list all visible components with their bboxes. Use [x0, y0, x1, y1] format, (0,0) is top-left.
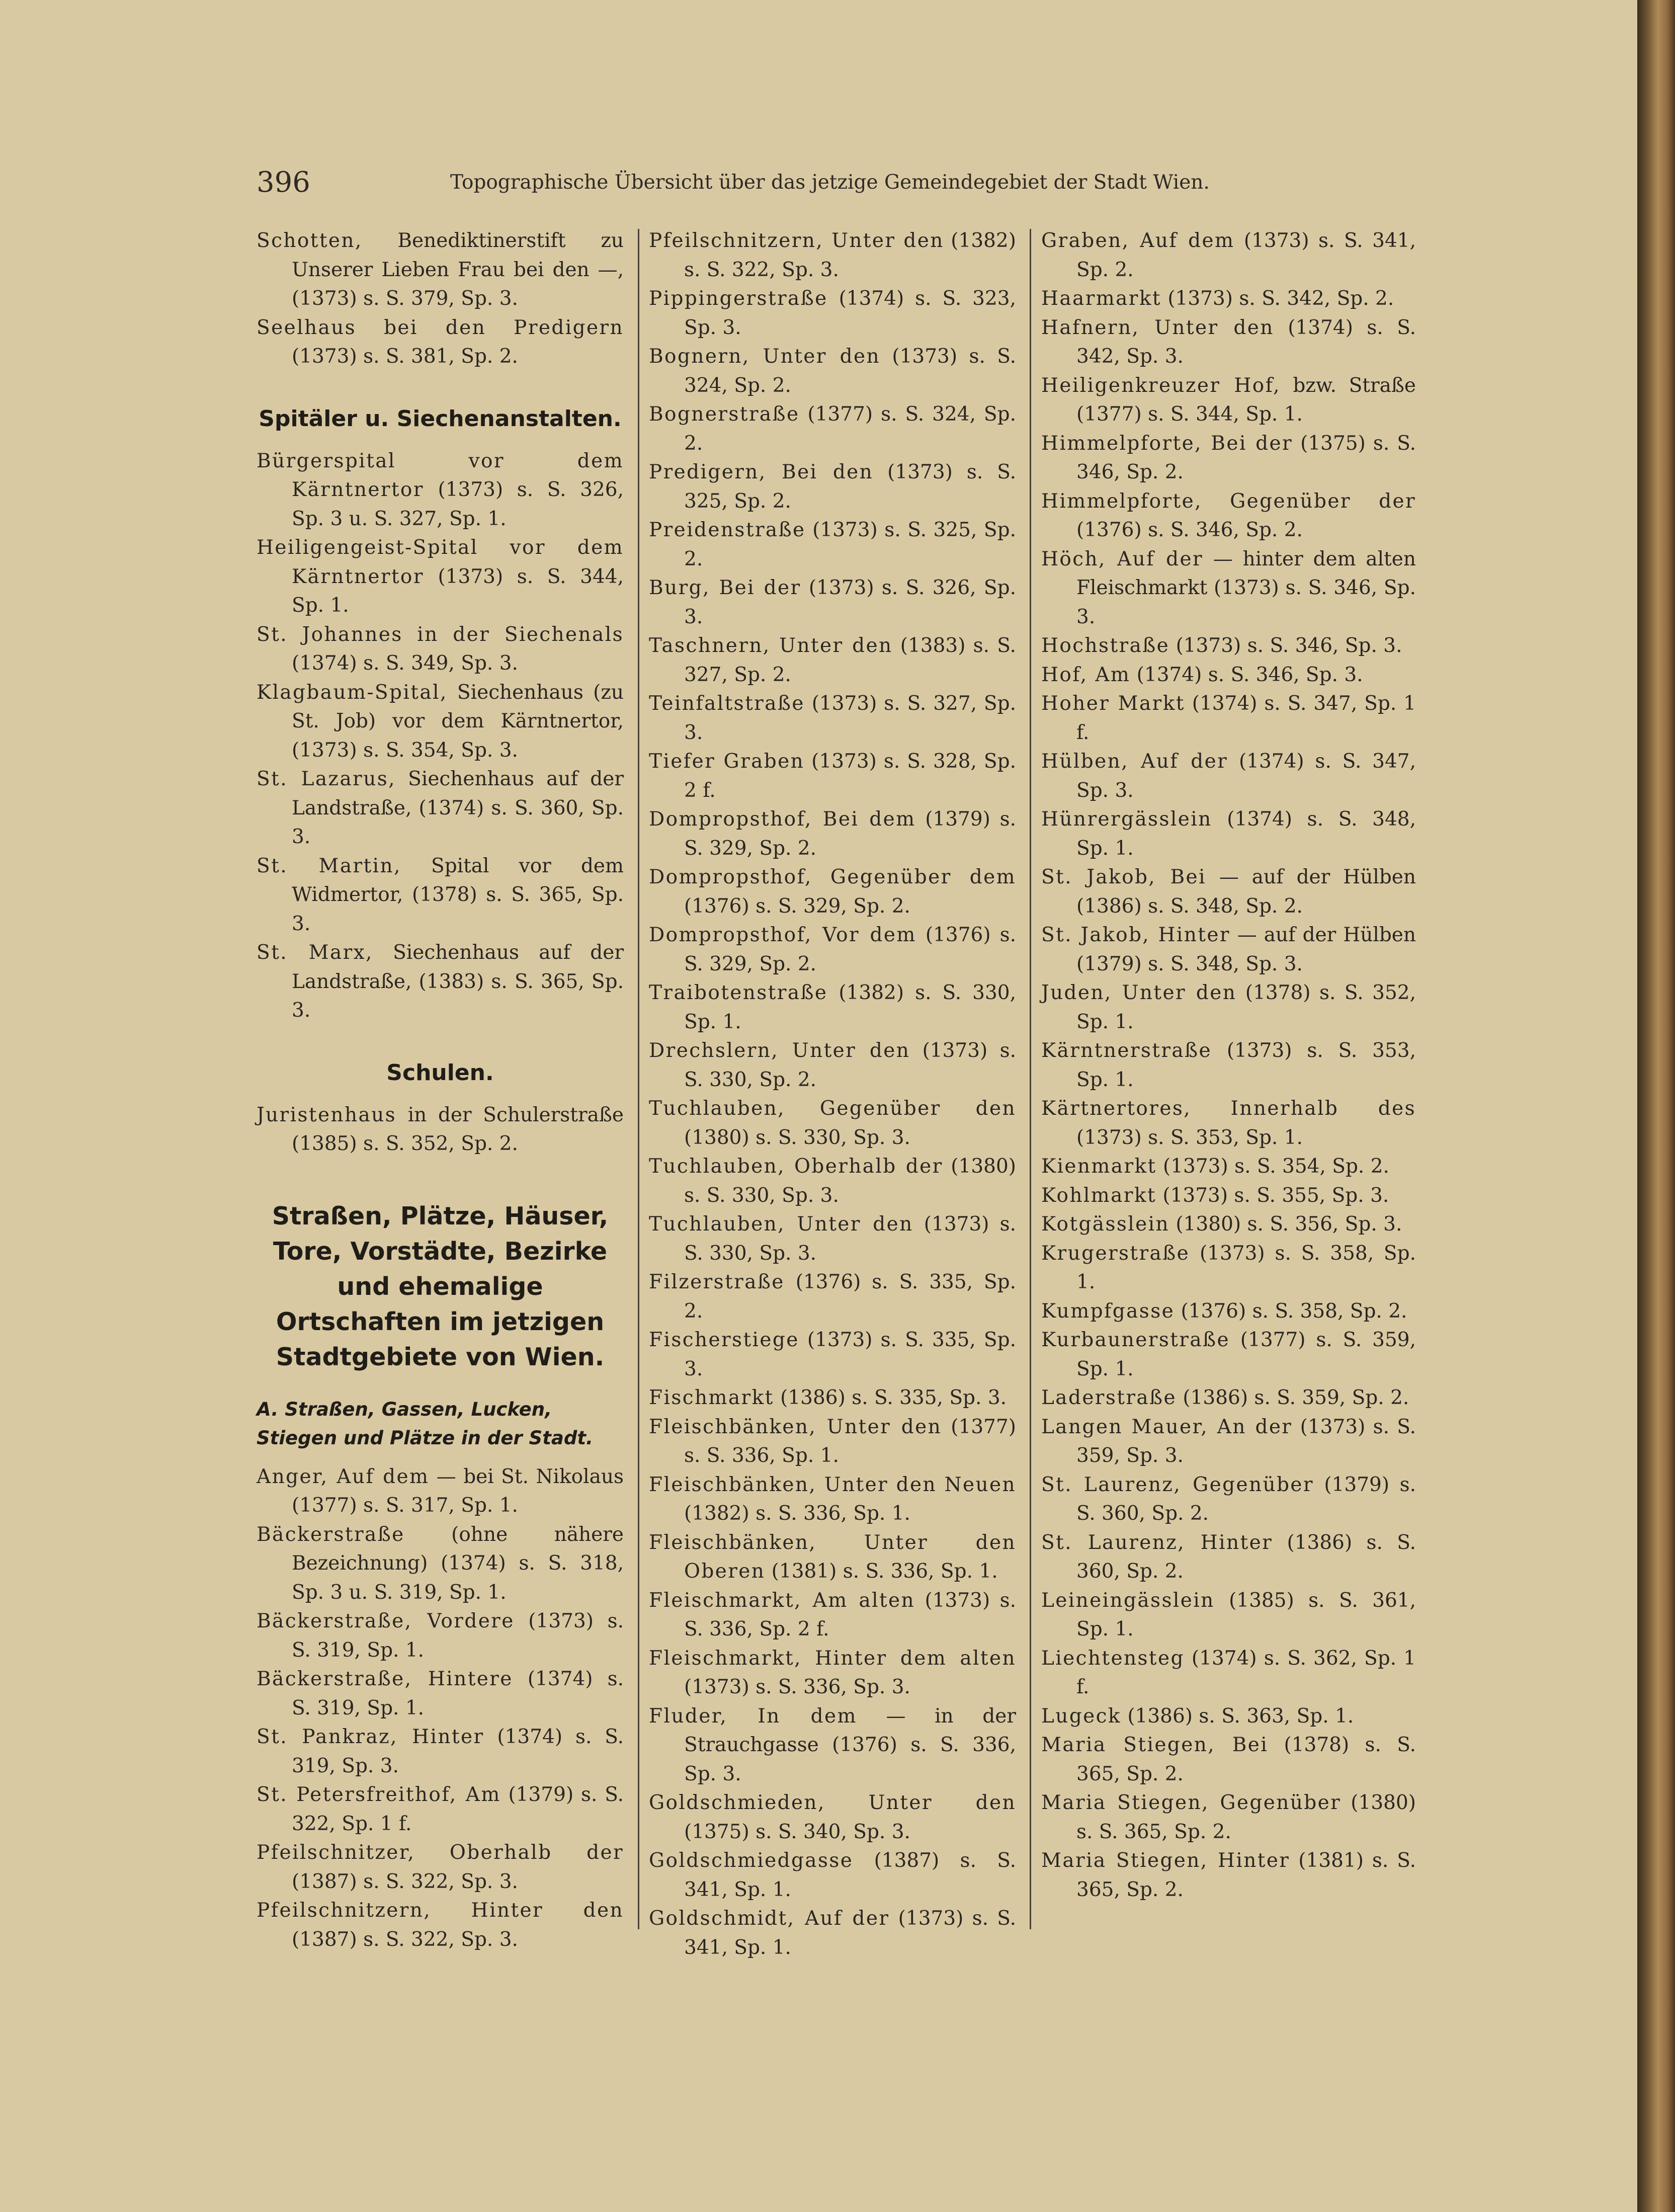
entry-headword: St. Pankraz, Hinter: [257, 1726, 484, 1748]
entry-reference: (1373) s. S. 353, Sp. 1.: [1076, 1039, 1416, 1091]
entry-headword: Himmelpforte, Bei der: [1041, 432, 1293, 455]
index-entry: [649, 1413, 1016, 1470]
index-entry: [1041, 661, 1416, 690]
column-divider: [1030, 229, 1031, 1929]
index-entry: [257, 1838, 624, 1896]
entry-reference: (1382) s. S. 330, Sp. 1.: [684, 981, 1016, 1033]
index-entry: [649, 1702, 1016, 1789]
index-entry: [1041, 1788, 1416, 1846]
entry-headword: Bognern, Unter den: [649, 345, 880, 368]
entry-headword: St. Lazarus,: [257, 768, 396, 790]
entry-headword: St. Jakob, Hinter: [1041, 924, 1230, 946]
entry-headword: Goldschmieden, Unter den: [649, 1791, 1016, 1814]
entry-reference: (1373) s. S. 353, Sp. 1.: [1076, 1126, 1303, 1149]
index-entry: [1041, 226, 1416, 284]
entry-reference: — bei St. Nikolaus (1377) s. S. 317, Sp. 1.: [292, 1465, 624, 1517]
index-entry: [257, 1665, 624, 1723]
entry-reference: Siechenhaus auf der Landstraße, (1374) s. S. 360, Sp. 3.: [292, 768, 624, 848]
entry-headword: Graben, Auf dem: [1041, 229, 1235, 252]
index-entry: [257, 313, 624, 371]
entry-reference: (1376) s. S. 329, Sp. 2.: [684, 924, 1017, 975]
subsection-heading: A. Straßen, Gassen, Lucken, Stiegen und Plätze in der Stadt.: [257, 1398, 594, 1449]
entry-reference: in der Schulerstraße (1385) s. S. 352, Sp. 2.: [292, 1103, 624, 1155]
entry-headword: Hülben, Auf der: [1041, 750, 1228, 773]
index-entry: [649, 689, 1016, 747]
index-entry: [257, 852, 624, 939]
index-entry: [257, 1607, 624, 1665]
index-entry: [1041, 689, 1416, 747]
entry-headword: Klagbaum-Spital,: [257, 681, 448, 704]
index-entry: [649, 226, 1016, 284]
entry-reference: — auf der Hülben (1386) s. S. 348, Sp. 2.: [1076, 866, 1416, 918]
entry-reference: — in der Strauchgasse (1376) s. S. 336, Sp. 3.: [684, 1704, 1016, 1785]
index-entry: [649, 1094, 1016, 1152]
index-entry: [649, 921, 1016, 978]
entry-reference: (1376) s. S. 358, Sp. 2.: [1175, 1299, 1407, 1323]
entry-reference: (1382) s. S. 322, Sp. 3.: [684, 229, 1016, 281]
entry-headword: Langen Mauer, An der: [1041, 1415, 1293, 1438]
index-entry: [257, 1101, 624, 1159]
entry-headword: Hochstraße: [1041, 634, 1170, 657]
index-entry: [649, 574, 1016, 631]
entry-headword: St. Petersfreithof, Am: [257, 1783, 501, 1806]
entry-headword: Kumpfgasse: [1041, 1299, 1175, 1323]
entry-headword: Hafnern, Unter den: [1041, 316, 1274, 339]
column-3: [1041, 226, 1416, 1904]
entry-headword: Predigern, Bei den: [649, 461, 874, 483]
entry-reference: Siechenhaus auf der Landstraße, (1383) s. S. 365, Sp. 3.: [292, 941, 624, 1022]
entry-headword: St. Jakob, Bei: [1041, 866, 1206, 888]
entry-headword: Heiligenkreuzer Hof,: [1041, 374, 1281, 397]
index-entry: [1041, 1702, 1416, 1731]
index-entry: [649, 1586, 1016, 1644]
index-entry: [257, 1462, 624, 1520]
column-1: [257, 226, 624, 1954]
entry-headword: Traibotenstraße: [649, 981, 828, 1004]
entry-headword: Fleischbänken, Unter den: [649, 1415, 942, 1438]
entry-headword: Seelhaus bei den Predigern: [257, 316, 624, 339]
entry-reference: (1381) s. S. 365, Sp. 2.: [1076, 1849, 1416, 1901]
entry-headword: Bäckerstraße, Vordere: [257, 1610, 515, 1632]
index-entry: [1041, 487, 1416, 545]
index-entry: [257, 765, 624, 852]
index-entry: [1041, 921, 1416, 978]
entry-headword: Höch, Auf der: [1041, 547, 1204, 570]
section-heading: Spitäler u. Siechenanstalten.: [259, 405, 622, 432]
entry-headword: Dompropsthof, Gegenüber dem: [649, 866, 1016, 888]
index-entry: [1041, 863, 1416, 921]
entry-headword: Burg, Bei der: [649, 577, 801, 599]
index-entry: [649, 747, 1016, 805]
entry-headword: Bäckerstraße: [257, 1523, 405, 1546]
index-entry: [257, 1520, 624, 1607]
entry-headword: Fischerstiege: [649, 1329, 799, 1351]
entry-reference: (1373) s. S. 359, Sp. 3.: [1076, 1415, 1416, 1467]
entry-headword: Kärntnerstraße: [1041, 1039, 1212, 1062]
entry-headword: St. Marx,: [257, 941, 373, 964]
index-entry: [1041, 545, 1416, 632]
entry-reference: (1386) s. S. 360, Sp. 2.: [1076, 1531, 1416, 1583]
index-entry: [1041, 1383, 1416, 1413]
entry-reference: (1386) s. S. 335, Sp. 3.: [774, 1386, 1007, 1409]
index-entry: [649, 1846, 1016, 1904]
entry-reference: (1377) s. S. 336, Sp. 1.: [684, 1415, 1016, 1467]
index-entry: [1041, 1586, 1416, 1644]
entry-reference: Benediktinerstift zu Unserer Lieben Frau bei den —, (1373) s. S. 379, Sp. 3.: [292, 229, 624, 310]
entry-reference: (1374) s. S. 349, Sp. 3.: [292, 652, 518, 675]
entry-reference: (1376) s. S. 329, Sp. 2.: [684, 894, 910, 918]
index-entry: [649, 805, 1016, 863]
index-entry: [649, 1470, 1016, 1528]
page-number: 396: [257, 166, 310, 199]
entry-headword: Lugeck: [1041, 1704, 1121, 1728]
index-entry: [649, 1326, 1016, 1383]
entry-reference: (1377) s. S. 324, Sp. 2.: [684, 403, 1016, 455]
index-entry: [1041, 805, 1416, 863]
entry-reference: (1379) s. S. 360, Sp. 2.: [1076, 1473, 1416, 1525]
entry-headword: Goldschmidt, Auf der: [649, 1907, 890, 1930]
entry-reference: bzw. Straße (1377) s. S. 344, Sp. 1.: [1076, 374, 1416, 426]
entry-headword: Teinfaltstraße: [649, 692, 805, 715]
entry-reference: (1378) s. S. 365, Sp. 2.: [1076, 1734, 1416, 1785]
entry-headword: St. Martin,: [257, 854, 401, 877]
section-heading: Straßen, Plätze, Häuser, Tore, Vorstädte, Bezirke und ehemalige Ortschaften im jetzigen Stadtgebiete von Wien.: [272, 1201, 609, 1371]
entry-headword: Taschnern, Unter den: [649, 634, 893, 657]
entry-headword: Pfeilschnitzern, Unter den: [649, 229, 944, 252]
entry-headword: Pfeilschnitzer, Oberhalb der: [257, 1841, 624, 1864]
index-entry: [1041, 1846, 1416, 1904]
entry-reference: (1373) s. S. 336, Sp. 2 f.: [684, 1589, 1016, 1641]
entry-headword: Bürgerspital vor dem Kärntnertor: [257, 449, 624, 501]
entry-reference: — auf der Hülben (1379) s. S. 348, Sp. 3.: [1076, 924, 1416, 975]
entry-headword: Kotgässlein: [1041, 1213, 1170, 1236]
entry-reference: Siechenhaus (zu St. Job) vor dem Kärntnertor, (1373) s. S. 354, Sp. 3.: [292, 681, 624, 762]
index-entry: [1041, 1181, 1416, 1210]
index-entry: [649, 863, 1016, 921]
entry-reference: (1373) s. S. 341, Sp. 2.: [1076, 229, 1416, 281]
index-entry: [649, 458, 1016, 516]
entry-headword: Kohlmarkt: [1041, 1184, 1156, 1207]
index-entry: [1041, 284, 1416, 313]
entry-headword: Maria Stiegen, Gegenüber: [1041, 1791, 1342, 1814]
index-entry: [1041, 1644, 1416, 1702]
book-edge: [1637, 0, 1675, 2212]
entry-headword: Fluder, In dem: [649, 1704, 857, 1728]
entry-headword: Dompropsthof, Bei dem: [649, 808, 916, 831]
index-entry: [649, 1268, 1016, 1326]
entry-headword: Kienmarkt: [1041, 1155, 1157, 1178]
entry-reference: (1381) s. S. 336, Sp. 1.: [765, 1560, 998, 1583]
index-entry: [1041, 631, 1416, 661]
index-entry: [257, 1896, 624, 1954]
entry-headword: Laderstraße: [1041, 1386, 1177, 1409]
column-2: [649, 226, 1016, 1962]
index-entry: [1041, 747, 1416, 805]
entry-headword: Dompropsthof, Vor dem: [649, 924, 916, 946]
index-entry: [1041, 1094, 1416, 1152]
entry-reference: (1374) s. S. 342, Sp. 3.: [1076, 316, 1416, 368]
index-entry: [649, 516, 1016, 574]
index-entry: [1041, 978, 1416, 1036]
entry-reference: (1377) s. S. 359, Sp. 1.: [1076, 1329, 1416, 1380]
index-entry: [257, 447, 624, 534]
entry-headword: Tiefer Graben: [649, 750, 805, 773]
entry-reference: (1380) s. S. 356, Sp. 3.: [1169, 1213, 1402, 1236]
entry-reference: (1373) s. S. 327, Sp. 3.: [684, 692, 1016, 744]
entry-headword: Haarmarkt: [1041, 287, 1161, 310]
index-entry: [649, 342, 1016, 400]
entry-reference: (1376) s. S. 346, Sp. 2.: [1076, 519, 1303, 541]
index-entry: [1041, 1239, 1416, 1297]
entry-reference: (1373) s. S. 335, Sp. 3.: [684, 1329, 1016, 1380]
entry-headword: Himmelpforte, Gegenüber der: [1041, 489, 1416, 513]
entry-reference: (1385) s. S. 361, Sp. 1.: [1076, 1589, 1416, 1641]
entry-reference: (1373) s. S. 325, Sp. 2.: [684, 519, 1016, 570]
index-entry: [257, 1780, 624, 1838]
entry-reference: (1374) s. S. 346, Sp. 3.: [1130, 663, 1363, 686]
entry-reference: (1373) s. S. 336, Sp. 3.: [684, 1676, 910, 1698]
entry-headword: Liechtensteg: [1041, 1647, 1185, 1670]
entry-reference: (1375) s. S. 340, Sp. 3.: [684, 1820, 910, 1843]
entry-reference: (1387) s. S. 341, Sp. 1.: [684, 1849, 1016, 1901]
entry-reference: (1374) s. S. 347, Sp. 3.: [1076, 750, 1416, 802]
entry-reference: (1373) s. S. 319, Sp. 1.: [292, 1610, 624, 1662]
index-entry: [1041, 1297, 1416, 1326]
index-entry: [649, 1210, 1016, 1268]
entry-reference: (1382) s. S. 336, Sp. 1.: [684, 1502, 910, 1525]
entry-headword: St. Laurenz, Gegenüber: [1041, 1473, 1314, 1496]
index-entry: [257, 678, 624, 765]
entry-reference: (1376) s. S. 335, Sp. 2.: [684, 1271, 1016, 1323]
entry-headword: Pippingerstraße: [649, 287, 828, 310]
entry-reference: (1373) s. S. 325, Sp. 2.: [684, 461, 1016, 513]
index-entry: [1041, 1731, 1416, 1788]
entry-reference: (1374) s. S. 319, Sp. 3.: [292, 1726, 624, 1777]
entry-headword: Tuchlauben, Unter den: [649, 1213, 913, 1236]
entry-reference: (1386) s. S. 359, Sp. 2.: [1176, 1386, 1409, 1409]
entry-headword: Anger, Auf dem: [257, 1465, 430, 1488]
index-entry: [257, 226, 624, 313]
entry-reference: (1386) s. S. 363, Sp. 1.: [1121, 1704, 1354, 1728]
entry-headword: Kärtnertores, Innerhalb des: [1041, 1097, 1416, 1120]
section-heading: Schulen.: [386, 1059, 494, 1086]
index-entry: [649, 1904, 1016, 1962]
index-entry: [1041, 1326, 1416, 1383]
entry-reference: (1378) s. S. 352, Sp. 1.: [1076, 981, 1416, 1033]
index-entry: [1041, 1152, 1416, 1181]
column-divider: [638, 229, 639, 1929]
index-entry: [1041, 429, 1416, 487]
index-entry: [649, 1036, 1016, 1094]
entry-headword: Kurbaunerstraße: [1041, 1329, 1230, 1351]
entry-headword: Hof, Am: [1041, 663, 1131, 686]
index-entry: [1041, 1413, 1416, 1470]
index-entry: [1041, 1210, 1416, 1239]
entry-reference: (1379) s. S. 322, Sp. 1 f.: [292, 1783, 624, 1835]
entry-headword: St. Johannes in der Siechenals: [257, 623, 624, 646]
running-title: Topographische Übersicht über das jetzige Gemeindegebiet der Stadt Wien.: [450, 171, 1210, 194]
index-entry: [649, 1152, 1016, 1210]
entry-headword: Juden, Unter den: [1041, 981, 1237, 1004]
entry-reference: (1373) s. S. 324, Sp. 2.: [684, 345, 1016, 397]
entry-reference: Spital vor dem Widmertor, (1378) s. S. 365, Sp. 3.: [292, 854, 624, 935]
entry-headword: Fleischbänken, Unter den Neuen: [649, 1473, 1016, 1496]
entry-headword: Drechslern, Unter den: [649, 1039, 910, 1062]
index-entry: [1041, 1470, 1416, 1528]
entry-reference: (1373) s. S. 381, Sp. 2.: [292, 345, 518, 368]
entry-reference: (1373) s. S. 354, Sp. 2.: [1156, 1155, 1389, 1178]
entry-headword: Fischmarkt: [649, 1386, 774, 1409]
entry-headword: Leineingässlein: [1041, 1589, 1215, 1612]
entry-reference: (1387) s. S. 322, Sp. 3.: [292, 1870, 518, 1893]
index-entry: [649, 978, 1016, 1036]
entry-reference: (1373) s. S. 328, Sp. 2 f.: [684, 750, 1016, 802]
index-entry: [649, 631, 1016, 689]
index-entry: [649, 1788, 1016, 1846]
entry-reference: (1373) s. S. 344, Sp. 1.: [292, 565, 624, 617]
entry-headword: Juristenhaus: [257, 1103, 397, 1126]
entry-reference: — hinter dem alten Fleischmarkt (1373) s. S. 346, Sp. 3.: [1076, 547, 1416, 628]
entry-reference: (1380) s. S. 365, Sp. 2.: [1076, 1791, 1416, 1843]
entry-headword: Maria Stiegen, Bei: [1041, 1734, 1269, 1756]
index-entry: [257, 938, 624, 1025]
index-entry: [257, 620, 624, 678]
entry-reference: (1373) s. S. 358, Sp. 1.: [1076, 1242, 1416, 1293]
entry-headword: Bäckerstraße, Hintere: [257, 1668, 513, 1690]
entry-headword: Heiligengeist-Spital vor dem Kärntnertor: [257, 536, 624, 588]
entry-reference: (1375) s. S. 346, Sp. 2.: [1076, 432, 1416, 483]
entry-headword: Krugerstraße: [1041, 1242, 1190, 1265]
entry-headword: Tuchlauben, Gegenüber den: [649, 1097, 1016, 1120]
entry-headword: Tuchlauben, Oberhalb der: [649, 1155, 943, 1178]
entry-reference: (1374) s. S. 323, Sp. 3.: [684, 287, 1016, 339]
entry-reference: (1380) s. S. 330, Sp. 3.: [684, 1126, 910, 1149]
entry-reference: (1373) s. S. 330, Sp. 2.: [684, 1039, 1016, 1091]
entry-reference: (1383) s. S. 327, Sp. 2.: [684, 634, 1017, 686]
entry-reference: (1373) s. S. 330, Sp. 3.: [684, 1213, 1016, 1265]
entry-headword: Schotten,: [257, 229, 363, 252]
entry-reference: (1374) s. S. 347, Sp. 1 f.: [1076, 692, 1416, 744]
entry-headword: Filzerstraße: [649, 1271, 785, 1293]
entry-headword: Maria Stiegen, Hinter: [1041, 1849, 1290, 1872]
index-entry: [649, 284, 1016, 342]
entry-headword: Fleischmarkt, Am alten: [649, 1589, 915, 1612]
entry-headword: Pfeilschnitzern, Hinter den: [257, 1899, 624, 1922]
entry-headword: Preidenstraße: [649, 519, 806, 541]
entry-reference: (1373) s. S. 326, Sp. 3.: [684, 577, 1016, 628]
entry-reference: (ohne nähere Bezeichnung) (1374) s. S. 318, Sp. 3 u. S. 319, Sp. 1.: [292, 1523, 624, 1604]
entry-headword: St. Laurenz, Hinter: [1041, 1531, 1273, 1554]
entry-reference: (1373) s. S. 342, Sp. 2.: [1161, 287, 1394, 310]
index-entry: [649, 400, 1016, 458]
page-header: [257, 166, 1212, 201]
index-entry: [257, 1723, 624, 1780]
entry-reference: (1373) s. S. 355, Sp. 3.: [1156, 1184, 1389, 1207]
index-entry: [257, 533, 624, 620]
entry-reference: (1379) s. S. 329, Sp. 2.: [684, 808, 1016, 860]
entry-headword: Hünrergässlein: [1041, 808, 1212, 831]
entry-headword: Fleischbänken, Unter den Oberen: [649, 1531, 1016, 1583]
index-entry: [649, 1383, 1016, 1413]
index-entry: [1041, 1036, 1416, 1094]
entry-reference: (1373) s. S. 341, Sp. 1.: [684, 1907, 1016, 1959]
entry-reference: (1373) s. S. 346, Sp. 3.: [1169, 634, 1402, 657]
entry-reference: (1374) s. S. 362, Sp. 1 f.: [1076, 1647, 1416, 1698]
index-entry: [649, 1644, 1016, 1702]
index-entry: [1041, 1528, 1416, 1586]
entry-headword: Hoher Markt: [1041, 692, 1185, 715]
entry-reference: (1374) s. S. 319, Sp. 1.: [292, 1668, 624, 1719]
entry-reference: (1380) s. S. 330, Sp. 3.: [684, 1155, 1016, 1207]
entry-reference: (1387) s. S. 322, Sp. 3.: [292, 1928, 518, 1951]
index-entry: [1041, 371, 1416, 429]
index-entry: [1041, 313, 1416, 371]
entry-headword: Goldschmiedgasse: [649, 1849, 854, 1872]
entry-headword: Fleischmarkt, Hinter dem alten: [649, 1647, 1016, 1670]
index-entry: [649, 1528, 1016, 1586]
entry-reference: (1374) s. S. 348, Sp. 1.: [1076, 808, 1416, 860]
entry-headword: Bognerstraße: [649, 403, 800, 426]
entry-reference: (1373) s. S. 326, Sp. 3 u. S. 327, Sp. 1.: [292, 478, 624, 530]
